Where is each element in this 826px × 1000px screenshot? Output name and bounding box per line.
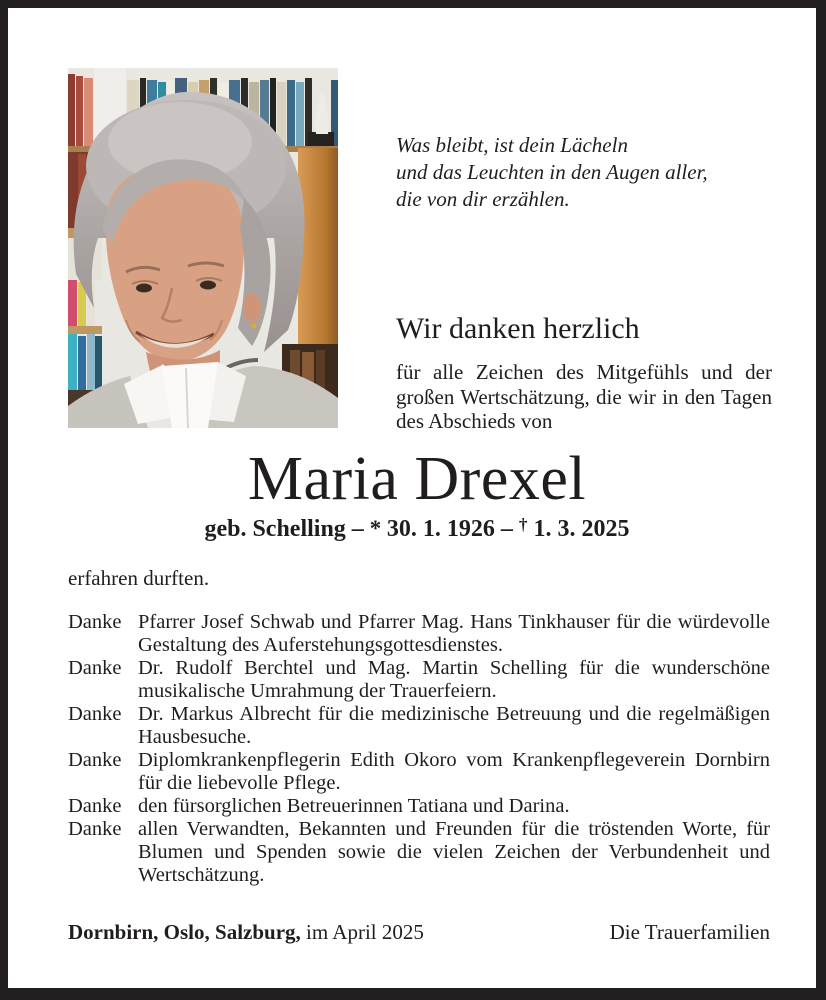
- thanks-text: Dr. Rudolf Berchtel und Mag. Martin Schelling für die wunderschöne musikalische Umrahmung der Trauerfeiern.: [138, 657, 770, 702]
- thanks-heading: Wir danken herzlich: [396, 312, 640, 345]
- footer-date: im April 2025: [300, 920, 424, 944]
- portrait-photo: [68, 68, 338, 428]
- died-symbol: †: [518, 515, 528, 534]
- thanks-label: Danke: [68, 611, 122, 633]
- thanks-text: Dr. Markus Albrecht für die medizinische Betreuung und die regelmäßigen Hausbesuche.: [138, 703, 770, 748]
- portrait-photo-illustration: [68, 68, 338, 428]
- thanks-item: [68, 818, 770, 887]
- born-symbol: *: [369, 516, 387, 542]
- thanks-label: Danke: [68, 795, 122, 817]
- quote-line-3: die von dir erzählen.: [396, 187, 570, 211]
- after-name-text: erfahren durften.: [68, 566, 210, 590]
- birth-death-dates: [60, 515, 774, 543]
- dates-prefix: geb. Schelling –: [204, 516, 370, 543]
- thanks-item: [68, 657, 770, 703]
- footer-place-date: [68, 920, 424, 945]
- thanks-label: Danke: [68, 818, 122, 840]
- thanks-label: Danke: [68, 703, 122, 725]
- died-date: 1. 3. 2025: [527, 516, 630, 543]
- thanks-list: [68, 611, 770, 887]
- thanks-label: Danke: [68, 749, 122, 771]
- footer-places: Dornbirn, Oslo, Salzburg,: [68, 920, 301, 944]
- quote-line-2: und das Leuchten in den Augen aller,: [396, 160, 708, 184]
- thanks-item: [68, 703, 770, 749]
- thanks-text: Pfarrer Josef Schwab und Pfarrer Mag. Hans Tinkhauser für die würdevolle Gestaltung des Auferstehungsgottesdienstes.: [138, 611, 770, 656]
- thanks-text: allen Verwandten, Bekannten und Freunden für die tröstenden Worte, für Blumen und Spenden sowie die vielen Zeichen der Verbundenheit und Wertschätzung.: [138, 818, 770, 886]
- born-date: 30. 1. 1926 –: [386, 516, 519, 543]
- thanks-item: [68, 611, 770, 657]
- thanks-label: Danke: [68, 657, 122, 679]
- footer: [68, 920, 770, 945]
- deceased-name: Maria Drexel: [247, 445, 587, 513]
- thanks-text: Diplomkrankenpflegerin Edith Okoro vom Krankenpflegeverein Dornbirn für die liebevolle Pflege.: [138, 749, 770, 794]
- thanks-item: [68, 795, 770, 818]
- quote-line-1: Was bleibt, ist dein Lächeln: [396, 133, 628, 157]
- thanks-item: [68, 749, 770, 795]
- thanks-text: den fürsorglichen Betreuerinnen Tatiana und Darina.: [138, 795, 570, 817]
- footer-signature: Die Trauerfamilien: [609, 920, 770, 944]
- epigraph-quote: [396, 132, 776, 213]
- thanks-intro: für alle Zeichen des Mitgefühls und der großen Wertschätzung, die wir in den Tagen des Abschieds von: [396, 360, 772, 433]
